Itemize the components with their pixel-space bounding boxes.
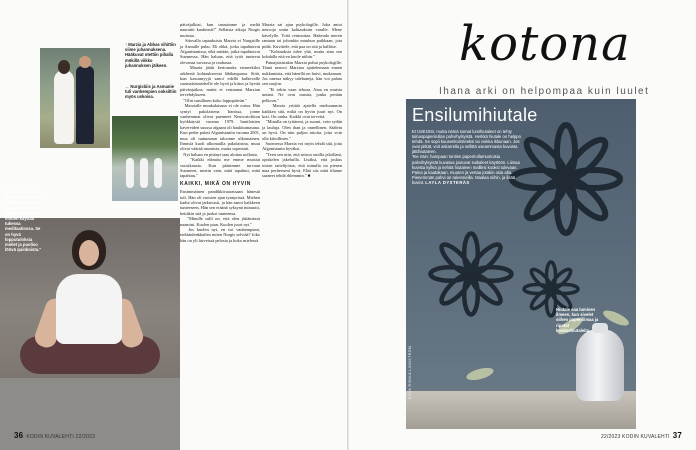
feature-intro: [412, 129, 524, 185]
article-column-2: Marzia sai ajan psykologille. Joka antoi neuvoja uniin kohtauksiin varalle. Mene kävelylle. Yritä rentouttaa. Hakeuda meren rantaan tai johonkin muuhun paikkaan, jota pidät. Kuvittele, että paa on sitä ja hallitse. "Kohtauksia tulee yhä, mutta aina sen kohdalla että en kuole niihin." Painajaisistakin Marzia puhui psykologille. Tämä neuvoi Marziaa ajattelemaan ennen nukkumista, että hänellä on huivi, mukanaan. Jos unessa näkyy talebaneja, hän voi palata sen suojiin. "Ei sekin vaan tehoaa. Aina en muista uniani. Ne ovat mustia, jonka perään pelkoon." Marzia yrittää ajatella mieluummin kaikkea sitä, mikä on hyvin juuri nyt. On koti. On rauha. Kaikki ovat terveitä. "Minulla on tyttäreni, ja suomi, voin sydän ja lauluja. Olen ihan ja onnellinen. Säälein on hyvä. On niin paljon asioita, joita voin olla kiitollinen." Suomessa Marzia voi myös tehdä sitä, joita Afganistanin hyväksi. "Teen sen niin, että seison omilla jaloillani, opiskelen jakeluilla. Lisäksi, että joskus toisen taitelijoista, että minulla on pienen maa perheeseni hyvä, Elää siis mitä tilanne saaneet tehdä rhlemmin." ■: [262, 22, 343, 179]
vase: [576, 329, 624, 401]
section-title: kotona: [459, 16, 631, 72]
page-footer-left: [14, 431, 95, 440]
wedding-caption: ↑ Marzia ja Abbas vihittiin viime juhannuksena. Hääkuvat otettiin pihalla mökillä viikko juhannuksen jälkeen.: [125, 42, 176, 68]
magazine-issue: 22/2023 KODIN KUVALEHTI: [600, 434, 670, 440]
yoga-caption: Marzian mieli on arabiaa ja terkintoa tälleillä Joinalisia olevaa. "Se tukee oleketöitä, mutta sosten käyttää tukessa meditaatiossa. Se on hyvä lopputuloksia mielet ja puoliso löövä quinkoista.": [5, 190, 44, 253]
feature-photo: [406, 99, 636, 429]
child-figure: [126, 158, 134, 188]
article-column-1: [180, 22, 260, 243]
leaf: [465, 366, 495, 383]
page-footer-right: [601, 431, 682, 440]
page-number: 37: [672, 431, 682, 440]
magazine-issue: KODIN KUVALEHTI 22/2023: [26, 434, 96, 440]
article-subhead: KAIKKI, MIKÄ ON HYVIN: [180, 180, 251, 187]
article-text: Ensimmäinen pandikkivaarassaan hänestä tuli. Hän oli vuosien ajan tynnyrissä. Miehen kadut olivat jatkuvasti, ja hän sanoi kaikkeen tunteeseen, Hän sen eräänä syksynä minuutti, heitäkin sitä ja juoksi tunteensa. "Minulle sulli on, että olen jättämässä naamini. Kuolen pian. Kuolen juuri nyt." Jos kuolen nyt, en voi vanhempiani, eteläänlenkkailen miten Nurgis selviää? Joko hän on yli hirveissä pelosta ja koko mielessä: [180, 189, 261, 243]
section-tagline: Ihana arki on helpompaa kuin luulet: [439, 86, 650, 97]
intro-text: EI USKOISI, mutta nämä somat lumihiutaleet on tehty talouspaperirullan pahvihylsyistä. Herkkä hiutale on helppo tehdä. Se sopii kuusenkoristeeksi tai voikka ikkunaan. Jos ovat pitkät, voit askarrella ja sellittä useammasta kuvasta jättihiutaleen. Tee näin: hampaan tuntien paperirullamuotoisia pahvihylsyistä kuvassa joutuvat suikaleet käyttöön. Liimaa kuvista kylkiä ja kehitä hiutaleen malliksi kooksi tulevaan. Paina ja kaatakaan, muuten ja vertaa jotakin osia alla. Pienemmän pahvi on rakenneilla. Maalaa niihin, ja lisää kuviot.: [412, 129, 521, 185]
snowflake-medium: [426, 229, 516, 319]
child-figure: [154, 158, 162, 188]
page-number: 36: [14, 431, 24, 440]
yoga-photo: [0, 218, 180, 450]
child-figure: [140, 158, 148, 188]
face: [79, 240, 99, 266]
snowflake-large: [506, 119, 626, 239]
intro-credit: LAYLA DYSTERÄS: [425, 179, 470, 185]
left-page: [0, 0, 347, 450]
right-page: [349, 0, 696, 450]
groom-figure: [76, 66, 94, 144]
bride-figure: [54, 70, 74, 144]
feature-caption: Hiutale saa lumisen ilmeen, kun sivelet siihen paperiliimaa ja ripotat kookoshiutaleita.: [556, 307, 599, 333]
beach-photo: [112, 116, 178, 201]
feature-title: Ensilumihiutale: [412, 105, 538, 125]
beach-caption: ← Nurgisbiis ja Asmanie tuli vanhempien ooksiltiin myös uskoisa.: [125, 84, 177, 100]
article-text: päiväjulkiat, kun tanssimme ja meltä naurattii kauheasti!" Sellaista aikoja Nurgis muistaa. Sitovalla tapauksista Marzia ei Nurgisille ja Asmalle puhu. Eli ehkä, jotka tapahtuivat Afganistanissa, eikä mitään, jotka tapahtuivat Suomessa. Hän haluaa, että tytöt tuntevat olevansa turvassa ja rauhassa. Marzia jäätti kertomatta esimerkiksi arkhestä kohtaukseesta lähikaupassa. Siitä, kun kassamyyjä sanoi edellä kulkevalle suomalaismiehelle ole hyvä ja kiitos ja hyvää päivänjatkoa, mutta ei vastannut Marzian tervehdykseen. "Olin surullinen koko loppupäivän." Marzialle muukalaisuus ei ole outoa. Hän syntyi pakolaisena Iranissa, jonne vanhemmat olivat paenneet Neuvostoliiton hyökkäystä vuonna 1979. Iranilaisten kavereiden suussa afgaani oli haukkumasana. Kun perhe palasi Afganistaniin vuonna 2001, mua oli tuntumaan taloonne ulkomainen. Ihmisiä kuoli ulkomailla pakolaisina, muut olivat väärää ruumista, muita sopeutuit. Nyt haluan en pitänyt taas alottaa nollasta. "Kaikki elämäsi me emme muistat vuosikausia. Kun pääsimme turvaan Suomeen, mietin vain, mitä tapahtui, mitä tapahtuu.": [180, 22, 261, 179]
photo-credit: KUVA RIIKKA LINDSTRÖM: [408, 345, 412, 399]
wedding-photo: [40, 48, 110, 148]
white-top: [56, 274, 122, 344]
